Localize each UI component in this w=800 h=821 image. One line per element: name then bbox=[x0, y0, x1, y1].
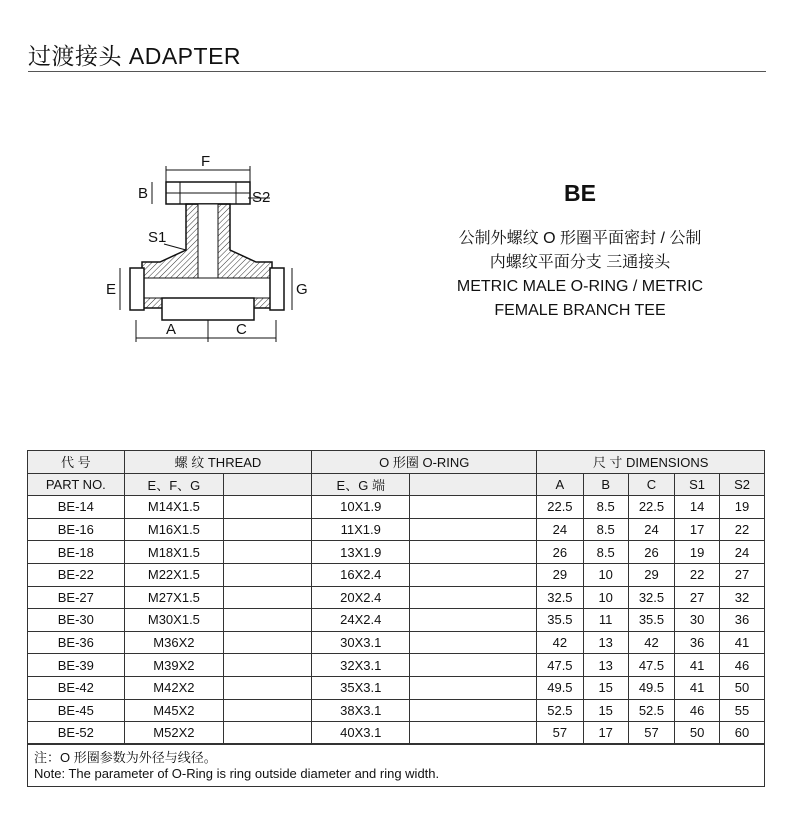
label-S2: S2 bbox=[252, 189, 271, 206]
cell-s1: 41 bbox=[675, 654, 720, 677]
cell-s1: 41 bbox=[675, 676, 720, 699]
subheader-row bbox=[28, 473, 765, 496]
cell-part-no: BE-45 bbox=[28, 699, 125, 722]
cell-thread: M45X2 bbox=[124, 699, 224, 722]
cell-blank bbox=[410, 541, 537, 564]
cell-thread: M22X1.5 bbox=[124, 563, 224, 586]
cell-s2: 41 bbox=[720, 631, 765, 654]
cell-a: 22.5 bbox=[537, 496, 583, 519]
cell-thread: M30X1.5 bbox=[124, 609, 224, 632]
cell-s1: 22 bbox=[675, 563, 720, 586]
cell-part-no: BE-42 bbox=[28, 676, 125, 699]
cell-s2: 24 bbox=[720, 541, 765, 564]
cell-b: 13 bbox=[583, 631, 628, 654]
cell-thread: M14X1.5 bbox=[124, 496, 224, 519]
cell-b: 13 bbox=[583, 654, 628, 677]
cell-oring: 38X3.1 bbox=[312, 699, 410, 722]
table-row bbox=[28, 563, 765, 586]
table-row bbox=[28, 541, 765, 564]
cell-blank bbox=[224, 609, 312, 632]
desc-line: FEMALE BRANCH TEE bbox=[494, 302, 666, 319]
cell-blank bbox=[224, 631, 312, 654]
note-cn: 注：O 形圈参数为外径与线径。 bbox=[34, 750, 217, 765]
cell-blank bbox=[224, 676, 312, 699]
cell-oring: 10X1.9 bbox=[312, 496, 410, 519]
cell-s1: 19 bbox=[675, 541, 720, 564]
cell-s2: 22 bbox=[720, 518, 765, 541]
cell-part-no: BE-30 bbox=[28, 609, 125, 632]
cell-thread: M52X2 bbox=[124, 722, 224, 745]
cell-s2: 46 bbox=[720, 654, 765, 677]
table-row bbox=[28, 676, 765, 699]
cell-blank bbox=[410, 586, 537, 609]
table-row bbox=[28, 518, 765, 541]
cell-c: 47.5 bbox=[628, 654, 674, 677]
cell-blank bbox=[224, 699, 312, 722]
cell-b: 8.5 bbox=[583, 541, 628, 564]
header-dimensions: 尺 寸 DIMENSIONS bbox=[537, 451, 765, 474]
cell-part-no: BE-36 bbox=[28, 631, 125, 654]
product-description bbox=[410, 180, 750, 323]
cell-b: 15 bbox=[583, 676, 628, 699]
cell-thread: M16X1.5 bbox=[124, 518, 224, 541]
header-part-no: PART NO. bbox=[28, 473, 125, 496]
cell-oring: 20X2.4 bbox=[312, 586, 410, 609]
cell-thread: M36X2 bbox=[124, 631, 224, 654]
cell-a: 47.5 bbox=[537, 654, 583, 677]
header-col-c: C bbox=[628, 473, 674, 496]
cell-b: 8.5 bbox=[583, 518, 628, 541]
label-G: G bbox=[296, 281, 308, 298]
cell-part-no: BE-16 bbox=[28, 518, 125, 541]
cell-s2: 19 bbox=[720, 496, 765, 519]
cell-c: 49.5 bbox=[628, 676, 674, 699]
title-divider bbox=[28, 71, 766, 72]
label-A: A bbox=[166, 321, 177, 338]
cell-blank bbox=[224, 586, 312, 609]
spec-table bbox=[27, 450, 765, 745]
tee-fitting-drawing bbox=[100, 150, 310, 350]
cell-blank bbox=[410, 496, 537, 519]
cell-blank bbox=[224, 654, 312, 677]
cell-part-no: BE-14 bbox=[28, 496, 125, 519]
cell-thread: M27X1.5 bbox=[124, 586, 224, 609]
cell-blank bbox=[410, 722, 537, 745]
cell-s2: 55 bbox=[720, 699, 765, 722]
cell-blank bbox=[410, 654, 537, 677]
cell-s1: 14 bbox=[675, 496, 720, 519]
cell-b: 10 bbox=[583, 563, 628, 586]
header-col-s1: S1 bbox=[675, 473, 720, 496]
cell-oring: 32X3.1 bbox=[312, 654, 410, 677]
cell-a: 26 bbox=[537, 541, 583, 564]
table-row bbox=[28, 609, 765, 632]
header-col-s2: S2 bbox=[720, 473, 765, 496]
cell-oring: 24X2.4 bbox=[312, 609, 410, 632]
cell-oring: 35X3.1 bbox=[312, 676, 410, 699]
cell-c: 22.5 bbox=[628, 496, 674, 519]
cell-part-no: BE-52 bbox=[28, 722, 125, 745]
cell-blank bbox=[224, 541, 312, 564]
cell-blank bbox=[224, 563, 312, 586]
header-oring: O 形圈 O-RING bbox=[312, 451, 537, 474]
cell-thread: M39X2 bbox=[124, 654, 224, 677]
header-blank bbox=[410, 473, 537, 496]
desc-line: METRIC MALE O-RING / METRIC bbox=[456, 278, 704, 295]
cell-a: 24 bbox=[537, 518, 583, 541]
cell-c: 26 bbox=[628, 541, 674, 564]
cell-blank bbox=[224, 722, 312, 745]
note-box bbox=[27, 743, 765, 787]
cell-part-no: BE-22 bbox=[28, 563, 125, 586]
table-row bbox=[28, 722, 765, 745]
header-col-a: A bbox=[537, 473, 583, 496]
cell-b: 17 bbox=[583, 722, 628, 745]
cell-oring: 13X1.9 bbox=[312, 541, 410, 564]
cell-part-no: BE-18 bbox=[28, 541, 125, 564]
cell-blank bbox=[224, 518, 312, 541]
table-row bbox=[28, 654, 765, 677]
cell-s2: 27 bbox=[720, 563, 765, 586]
cell-c: 42 bbox=[628, 631, 674, 654]
desc-line: 内螺纹平面分支 三通接头 bbox=[489, 254, 671, 271]
cell-c: 35.5 bbox=[628, 609, 674, 632]
label-C: C bbox=[236, 321, 247, 338]
cell-oring: 40X3.1 bbox=[312, 722, 410, 745]
cell-a: 57 bbox=[537, 722, 583, 745]
cell-a: 52.5 bbox=[537, 699, 583, 722]
cell-blank bbox=[410, 631, 537, 654]
label-B: B bbox=[138, 185, 149, 202]
table-row bbox=[28, 586, 765, 609]
cell-a: 35.5 bbox=[537, 609, 583, 632]
header-part: 代 号 bbox=[28, 451, 125, 474]
label-S1: S1 bbox=[148, 229, 167, 246]
label-F: F bbox=[201, 153, 211, 170]
note-en: Note: The parameter of O-Ring is ring outside diameter and ring width. bbox=[34, 766, 440, 781]
cell-s2: 36 bbox=[720, 609, 765, 632]
page-title: 过渡接头 ADAPTER bbox=[28, 43, 242, 69]
table-row bbox=[28, 496, 765, 519]
cell-blank bbox=[410, 563, 537, 586]
cell-oring: 30X3.1 bbox=[312, 631, 410, 654]
cell-b: 8.5 bbox=[583, 496, 628, 519]
cell-thread: M18X1.5 bbox=[124, 541, 224, 564]
cell-s2: 32 bbox=[720, 586, 765, 609]
cell-c: 52.5 bbox=[628, 699, 674, 722]
cell-s1: 30 bbox=[675, 609, 720, 632]
cell-a: 29 bbox=[537, 563, 583, 586]
cell-s1: 36 bbox=[675, 631, 720, 654]
cell-a: 32.5 bbox=[537, 586, 583, 609]
cell-oring: 16X2.4 bbox=[312, 563, 410, 586]
cell-s1: 46 bbox=[675, 699, 720, 722]
model-code: BE bbox=[564, 180, 596, 206]
cell-part-no: BE-27 bbox=[28, 586, 125, 609]
cell-s1: 50 bbox=[675, 722, 720, 745]
table-row bbox=[28, 699, 765, 722]
cell-c: 24 bbox=[628, 518, 674, 541]
cell-s2: 50 bbox=[720, 676, 765, 699]
cell-c: 29 bbox=[628, 563, 674, 586]
cell-s1: 27 bbox=[675, 586, 720, 609]
cell-b: 15 bbox=[583, 699, 628, 722]
cell-blank bbox=[410, 676, 537, 699]
header-efg: E、F、G bbox=[124, 473, 224, 496]
cell-blank bbox=[410, 699, 537, 722]
cell-s2: 60 bbox=[720, 722, 765, 745]
header-blank bbox=[224, 473, 312, 496]
cell-blank bbox=[224, 496, 312, 519]
label-E: E bbox=[106, 281, 117, 298]
cell-blank bbox=[410, 518, 537, 541]
cell-b: 10 bbox=[583, 586, 628, 609]
cell-a: 49.5 bbox=[537, 676, 583, 699]
cell-s1: 17 bbox=[675, 518, 720, 541]
cell-thread: M42X2 bbox=[124, 676, 224, 699]
header-row bbox=[28, 451, 765, 474]
cell-c: 57 bbox=[628, 722, 674, 745]
header-col-b: B bbox=[583, 473, 628, 496]
cell-a: 42 bbox=[537, 631, 583, 654]
cell-b: 11 bbox=[583, 609, 628, 632]
desc-line: 公制外螺纹 O 形圈平面密封 / 公制 bbox=[458, 230, 702, 247]
cell-part-no: BE-39 bbox=[28, 654, 125, 677]
header-thread: 螺 纹 THREAD bbox=[124, 451, 312, 474]
cell-blank bbox=[410, 609, 537, 632]
cell-oring: 11X1.9 bbox=[312, 518, 410, 541]
cell-c: 32.5 bbox=[628, 586, 674, 609]
header-eg-end: E、G 端 bbox=[312, 473, 410, 496]
table-row bbox=[28, 631, 765, 654]
